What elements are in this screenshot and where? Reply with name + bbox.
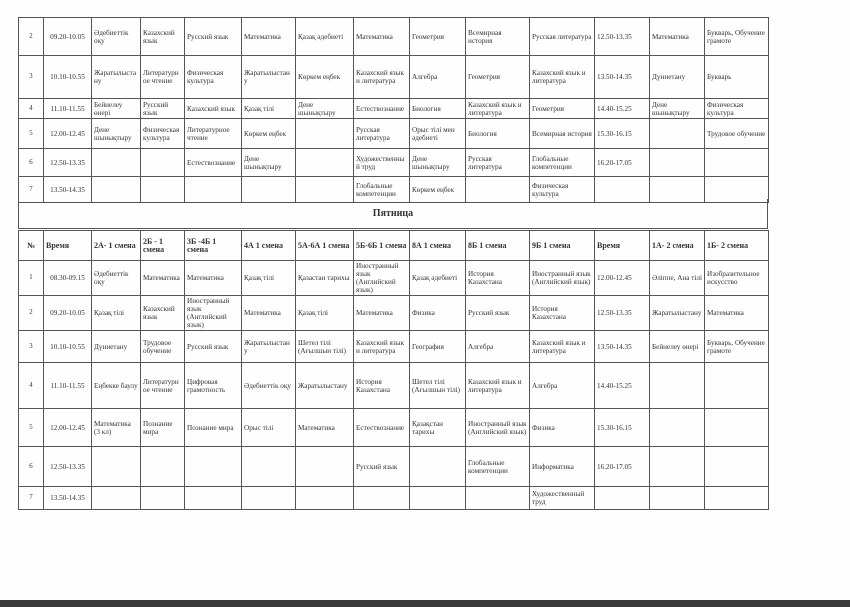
subject-cell: Көркем еңбек: [410, 177, 466, 203]
subject-cell: [705, 149, 769, 177]
subject-cell: [185, 447, 242, 487]
subject-cell: Алгебра: [530, 363, 595, 409]
subject-cell: Дүниетану: [92, 331, 141, 363]
subject-cell: Бейнелеу өнері: [92, 99, 141, 119]
subject-cell: Трудовое обучение: [141, 331, 185, 363]
table-row: [19, 99, 769, 119]
lesson-time: 12.50-13.35: [44, 447, 92, 487]
column-header: 2А- 1 смена: [92, 231, 141, 261]
subject-cell: Математика (3 кл): [92, 409, 141, 447]
lesson-number: 4: [19, 99, 44, 119]
subject-cell: Иностранный язык (Английский язык): [530, 261, 595, 296]
subject-cell: Көркем еңбек: [242, 119, 296, 149]
subject-cell: Әдебиеттік оқу: [92, 18, 141, 56]
column-header: 1Б- 2 смена: [705, 231, 769, 261]
subject-cell: Русский язык: [466, 296, 530, 331]
subject-cell: Информатика: [530, 447, 595, 487]
shift2-time: 15.30-16.15: [595, 409, 650, 447]
subject-cell: [141, 447, 185, 487]
subject-cell: Геометрия: [466, 56, 530, 99]
subject-cell: Көркем еңбек: [296, 56, 354, 99]
lesson-time: 11.10-11.55: [44, 363, 92, 409]
subject-cell: Иностранный язык (Английский язык): [354, 261, 410, 296]
column-header: 3Б -4Б 1 смена: [185, 231, 242, 261]
shift2-time: 13.50-14.35: [595, 331, 650, 363]
subject-cell: Жаратылыстану: [242, 331, 296, 363]
table-row: [19, 447, 769, 487]
subject-cell: [705, 363, 769, 409]
subject-cell: Физическая культура: [141, 119, 185, 149]
subject-cell: Казахский язык и литература: [466, 99, 530, 119]
column-header: 2Б - 1 смена: [141, 231, 185, 261]
header-row: [19, 231, 769, 261]
subject-cell: Физическая культура: [705, 99, 769, 119]
subject-cell: Дүниетану: [650, 56, 705, 99]
shift2-time: 14.40-15.25: [595, 363, 650, 409]
subject-cell: Қазақ әдебиеті: [410, 261, 466, 296]
lesson-time: 10.10-10.55: [44, 56, 92, 99]
subject-cell: Всемирная история: [466, 18, 530, 56]
lesson-number: 5: [19, 119, 44, 149]
subject-cell: История Казахстана: [354, 363, 410, 409]
subject-cell: Алгебра: [466, 331, 530, 363]
subject-cell: [410, 447, 466, 487]
table-row: [19, 409, 769, 447]
subject-cell: Изобразительное искусство: [705, 261, 769, 296]
table-row: [19, 56, 769, 99]
subject-cell: Қазастан тарихы: [296, 261, 354, 296]
subject-cell: Математика: [185, 261, 242, 296]
subject-cell: [466, 487, 530, 510]
subject-cell: [296, 487, 354, 510]
subject-cell: [354, 487, 410, 510]
column-header: 8Б 1 смена: [466, 231, 530, 261]
table-row: [19, 296, 769, 331]
subject-cell: Естествознание: [354, 99, 410, 119]
subject-cell: Шетел тілі (Ағылшын тілі): [410, 363, 466, 409]
subject-cell: [185, 487, 242, 510]
subject-cell: Қазақстан тарихы: [410, 409, 466, 447]
shift2-time: 13.50-14.35: [595, 56, 650, 99]
subject-cell: [296, 447, 354, 487]
subject-cell: Букварь: [705, 56, 769, 99]
subject-cell: [92, 447, 141, 487]
subject-cell: Математика: [141, 261, 185, 296]
shift2-time: 15.30-16.15: [595, 119, 650, 149]
subject-cell: Математика: [354, 296, 410, 331]
subject-cell: [92, 487, 141, 510]
lesson-time: 13.50-14.35: [44, 487, 92, 510]
subject-cell: Алгебра: [410, 56, 466, 99]
shift2-time: 12.50-13.35: [595, 18, 650, 56]
subject-cell: Казахский язык и литература: [354, 331, 410, 363]
subject-cell: Қазақ тілі: [92, 296, 141, 331]
lesson-time: 11.10-11.55: [44, 99, 92, 119]
subject-cell: Литературное чтение: [185, 119, 242, 149]
subject-cell: Естествознание: [185, 149, 242, 177]
subject-cell: [705, 487, 769, 510]
subject-cell: [296, 119, 354, 149]
subject-cell: Литературное чтение: [141, 363, 185, 409]
subject-cell: Биология: [466, 119, 530, 149]
table-row: [19, 261, 769, 296]
subject-cell: Всемирная история: [530, 119, 595, 149]
column-header: Время: [595, 231, 650, 261]
subject-cell: [410, 487, 466, 510]
column-header: 5Б-6Б 1 смена: [354, 231, 410, 261]
subject-cell: Физика: [410, 296, 466, 331]
subject-cell: Русская литература: [466, 149, 530, 177]
subject-cell: Дене шынықтыру: [410, 149, 466, 177]
subject-cell: Қазақ тілі: [296, 296, 354, 331]
subject-cell: Геометрия: [410, 18, 466, 56]
subject-cell: Физика: [530, 409, 595, 447]
subject-cell: Жаратылыстану: [92, 56, 141, 99]
subject-cell: Математика: [242, 296, 296, 331]
subject-cell: Казахский язык и литература: [466, 363, 530, 409]
subject-cell: Қазақ әдебиеті: [296, 18, 354, 56]
subject-cell: [650, 487, 705, 510]
subject-cell: [242, 487, 296, 510]
subject-cell: Естествознание: [354, 409, 410, 447]
table-row: [19, 487, 769, 510]
lesson-time: 09.20-10.05: [44, 18, 92, 56]
subject-cell: Бейнелеу өнері: [650, 331, 705, 363]
subject-cell: Дене шынықтыру: [296, 99, 354, 119]
subject-cell: [650, 363, 705, 409]
subject-cell: Орыс тілі: [242, 409, 296, 447]
column-header: 9Б 1 смена: [530, 231, 595, 261]
subject-cell: Дене шынықтыру: [92, 119, 141, 149]
lesson-number: 2: [19, 18, 44, 56]
subject-cell: География: [410, 331, 466, 363]
subject-cell: Дене шынықтыру: [242, 149, 296, 177]
column-header: 4А 1 смена: [242, 231, 296, 261]
column-header: 1А- 2 смена: [650, 231, 705, 261]
subject-cell: Шетел тілі (Ағылшын тілі): [296, 331, 354, 363]
subject-cell: Художественный труд: [530, 487, 595, 510]
subject-cell: Русский язык: [354, 447, 410, 487]
subject-cell: Казахский язык: [141, 18, 185, 56]
subject-cell: Физическая культура: [185, 56, 242, 99]
lesson-number: 5: [19, 409, 44, 447]
subject-cell: [296, 149, 354, 177]
subject-cell: Математика: [296, 409, 354, 447]
lesson-time: 09.20-10.05: [44, 296, 92, 331]
subject-cell: Трудовое обучение: [705, 119, 769, 149]
schedule-table-top: [18, 17, 769, 203]
subject-cell: Русский язык: [141, 99, 185, 119]
subject-cell: Физическая культура: [530, 177, 595, 203]
lesson-time: 12.00-12.45: [44, 119, 92, 149]
lesson-number: 7: [19, 487, 44, 510]
shift2-time: 12.50-13.35: [595, 296, 650, 331]
lesson-number: 6: [19, 447, 44, 487]
lesson-time: 10.10-10.55: [44, 331, 92, 363]
subject-cell: Познание мира: [185, 409, 242, 447]
subject-cell: Иностранный язык (Английский язык): [466, 409, 530, 447]
subject-cell: Букварь, Обучение грамоте: [705, 331, 769, 363]
column-header: 8А 1 смена: [410, 231, 466, 261]
subject-cell: [650, 149, 705, 177]
subject-cell: Әдебиеттік оқу: [242, 363, 296, 409]
subject-cell: [92, 149, 141, 177]
column-header: №: [19, 231, 44, 261]
subject-cell: Қазақ тілі: [242, 99, 296, 119]
subject-cell: [705, 447, 769, 487]
schedule-table-bottom-body: [19, 261, 769, 510]
lesson-number: 3: [19, 331, 44, 363]
subject-cell: Литературное чтение: [141, 56, 185, 99]
subject-cell: Әліппе, Ана тілі: [650, 261, 705, 296]
shift2-time: 14.40-15.25: [595, 99, 650, 119]
lesson-time: 08.30-09.15: [44, 261, 92, 296]
day-title: Пятница: [18, 199, 768, 229]
shift2-time: 12.00-12.45: [595, 261, 650, 296]
subject-cell: Художественный труд: [354, 149, 410, 177]
subject-cell: Казахский язык: [141, 296, 185, 331]
subject-cell: Әдебиеттік оқу: [92, 261, 141, 296]
schedule-table-top-body: [19, 18, 769, 203]
subject-cell: Иностранный язык (Английский язык): [185, 296, 242, 331]
subject-cell: Геометрия: [530, 99, 595, 119]
shift2-time: 16.20-17.05: [595, 149, 650, 177]
lesson-time: 13.50-14.35: [44, 177, 92, 203]
subject-cell: Познание мира: [141, 409, 185, 447]
table-row: [19, 149, 769, 177]
subject-cell: Казахский язык и литература: [354, 56, 410, 99]
subject-cell: Русская литература: [354, 119, 410, 149]
table-row: [19, 18, 769, 56]
table-row: [19, 363, 769, 409]
lesson-number: 2: [19, 296, 44, 331]
subject-cell: [141, 149, 185, 177]
subject-cell: Орыс тілі мен әдебиеті: [410, 119, 466, 149]
lesson-time: 12.50-13.35: [44, 149, 92, 177]
subject-cell: Математика: [650, 18, 705, 56]
subject-cell: Русская литература: [530, 18, 595, 56]
subject-cell: Глобальные компетенции: [530, 149, 595, 177]
subject-cell: Казахский язык: [185, 99, 242, 119]
subject-cell: История Казахстана: [530, 296, 595, 331]
subject-cell: Цифровая грамотность: [185, 363, 242, 409]
subject-cell: Математика: [242, 18, 296, 56]
subject-cell: Жаратылыстану: [296, 363, 354, 409]
subject-cell: Русский язык: [185, 331, 242, 363]
subject-cell: Жаратылыстану: [650, 296, 705, 331]
lesson-number: 7: [19, 177, 44, 203]
schedule-table-bottom: [18, 230, 769, 510]
lesson-time: 12.00-12.45: [44, 409, 92, 447]
column-header: Время: [44, 231, 92, 261]
subject-cell: [650, 409, 705, 447]
page-bottom-edge: [0, 600, 850, 607]
subject-cell: [141, 487, 185, 510]
subject-cell: Дене шынықтыру: [650, 99, 705, 119]
subject-cell: Жаратылыстану: [242, 56, 296, 99]
subject-cell: [650, 447, 705, 487]
table-row: [19, 119, 769, 149]
subject-cell: Букварь, Обучение грамоте: [705, 18, 769, 56]
subject-cell: [705, 409, 769, 447]
lesson-number: 1: [19, 261, 44, 296]
subject-cell: Математика: [354, 18, 410, 56]
shift2-time: [595, 487, 650, 510]
subject-cell: Глобальные компетенции: [466, 447, 530, 487]
subject-cell: История Казахстана: [466, 261, 530, 296]
shift2-time: 16.20-17.05: [595, 447, 650, 487]
subject-cell: [242, 447, 296, 487]
table-row: [19, 331, 769, 363]
subject-cell: Казахский язык и литература: [530, 331, 595, 363]
subject-cell: Еңбекке баулу: [92, 363, 141, 409]
subject-cell: Қазақ тілі: [242, 261, 296, 296]
subject-cell: Казахский язык и литература: [530, 56, 595, 99]
lesson-number: 3: [19, 56, 44, 99]
lesson-number: 4: [19, 363, 44, 409]
lesson-number: 6: [19, 149, 44, 177]
column-header: 5А-6А 1 смена: [296, 231, 354, 261]
subject-cell: Математика: [705, 296, 769, 331]
subject-cell: [650, 119, 705, 149]
subject-cell: Глобальные компетенции: [354, 177, 410, 203]
subject-cell: Биология: [410, 99, 466, 119]
subject-cell: Русский язык: [185, 18, 242, 56]
